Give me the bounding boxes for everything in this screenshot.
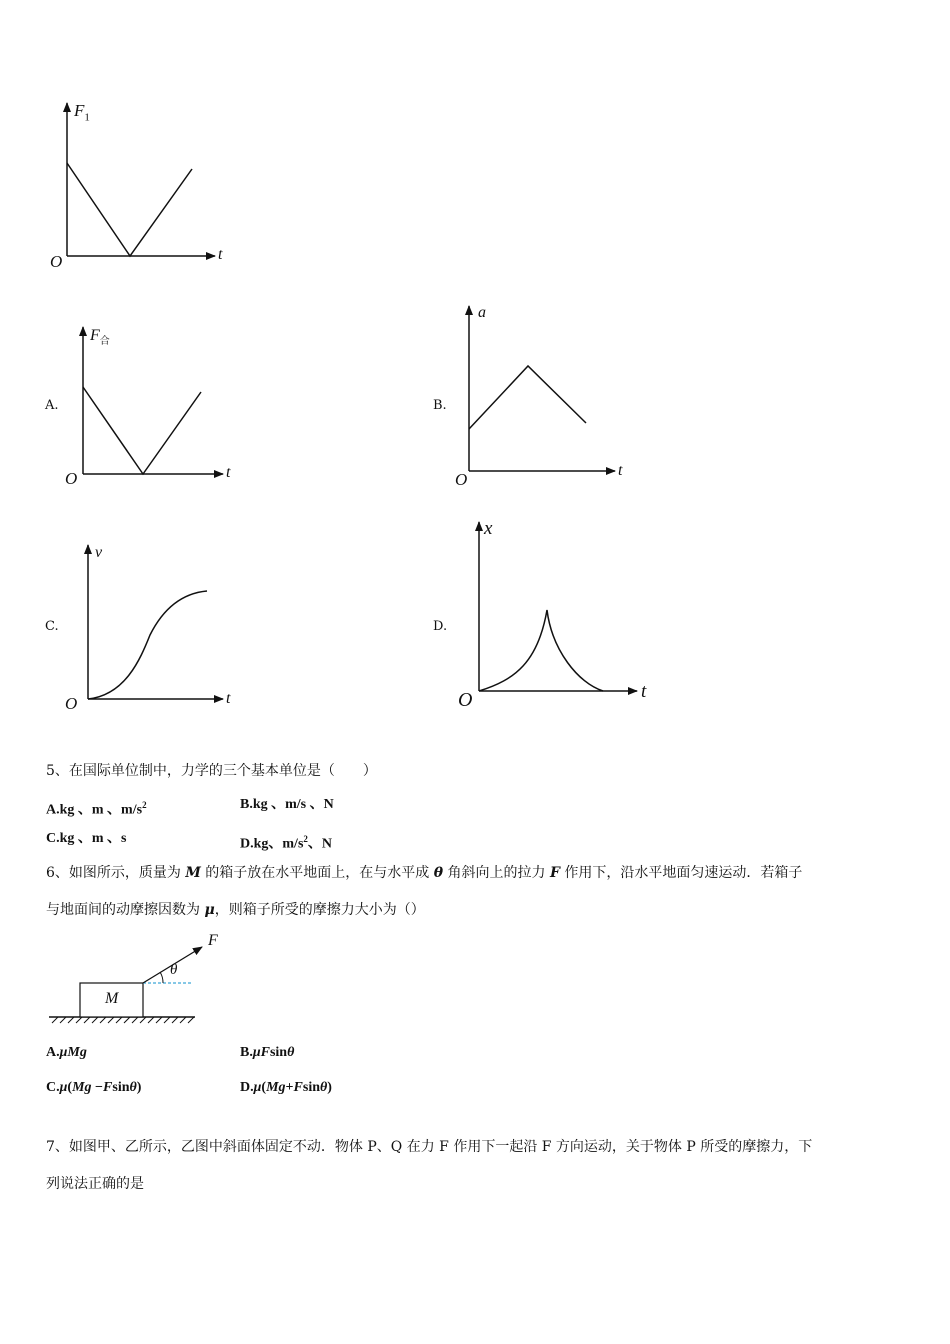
top-y-label: $F_1$ xyxy=(74,101,90,124)
B-y-label: a xyxy=(478,304,486,321)
angle-arc xyxy=(160,972,163,983)
option-A-label: A. xyxy=(45,398,59,413)
top-origin: O xyxy=(50,252,63,271)
top-x-label: t xyxy=(218,246,223,263)
D-y-label: x xyxy=(484,518,493,539)
fig-box-label: M xyxy=(105,990,119,1007)
q6-option-B: B.μFsinθ xyxy=(240,1045,295,1060)
D-x-label: t xyxy=(641,681,647,702)
q5-option-D: D.kg、$m/s^2$、N xyxy=(240,834,333,852)
q5-stem: 5、在国际单位制中，力学的三个基本单位是（ ） xyxy=(46,763,377,779)
A-x-label: t xyxy=(226,464,231,481)
q6-option-C: C.μ(Mg −Fsinθ) xyxy=(46,1080,142,1095)
q5-option-B: B.kg 、m/s 、N xyxy=(240,797,334,812)
C-curve xyxy=(88,591,207,699)
option-B-label: B. xyxy=(433,398,447,413)
A-curve xyxy=(83,387,201,474)
q6-option-D: D.μ(Mg+Fsinθ) xyxy=(240,1080,332,1095)
A-y-label: $F_合$ xyxy=(90,327,110,348)
fig-angle-label: θ xyxy=(170,962,178,978)
option-C-label: C. xyxy=(45,619,59,634)
B-curve xyxy=(469,366,586,429)
D-origin: O xyxy=(458,689,473,711)
q7-stem-line2: 列说法正确的是 xyxy=(46,1176,144,1192)
C-y-label: v xyxy=(95,544,103,561)
B-origin: O xyxy=(455,470,468,489)
q6-stem-line1: 6、如图所示，质量为 M 的箱子放在水平地面上，在与水平成 θ 角斜向上的拉力 F 作用下，沿水平地面匀速运动．若箱子 xyxy=(46,865,803,881)
top-curve xyxy=(67,163,192,256)
D-curve xyxy=(479,610,603,691)
fig-force-label: F xyxy=(208,932,218,949)
q5-option-C: C.kg 、m 、s xyxy=(46,831,127,846)
q7-stem-line1: 7、如图甲、乙所示，乙图中斜面体固定不动．物体 P、Q 在力 F 作用下一起沿 F 方向运动，关于物体 P 所受的摩擦力，下 xyxy=(46,1139,813,1155)
B-x-label: t xyxy=(618,462,623,479)
q6-stem-line2: 与地面间的动摩擦因数为 μ，则箱子所受的摩擦力大小为（） xyxy=(46,902,425,918)
q6-option-A: A.μMg xyxy=(46,1045,87,1060)
C-x-label: t xyxy=(226,690,231,707)
A-origin: O xyxy=(65,469,78,488)
ground-hatch xyxy=(52,1017,194,1023)
C-origin: O xyxy=(65,694,78,713)
q5-option-A: A.kg 、m 、$m/s^2$ xyxy=(46,800,147,818)
option-D-label: D. xyxy=(433,619,448,634)
